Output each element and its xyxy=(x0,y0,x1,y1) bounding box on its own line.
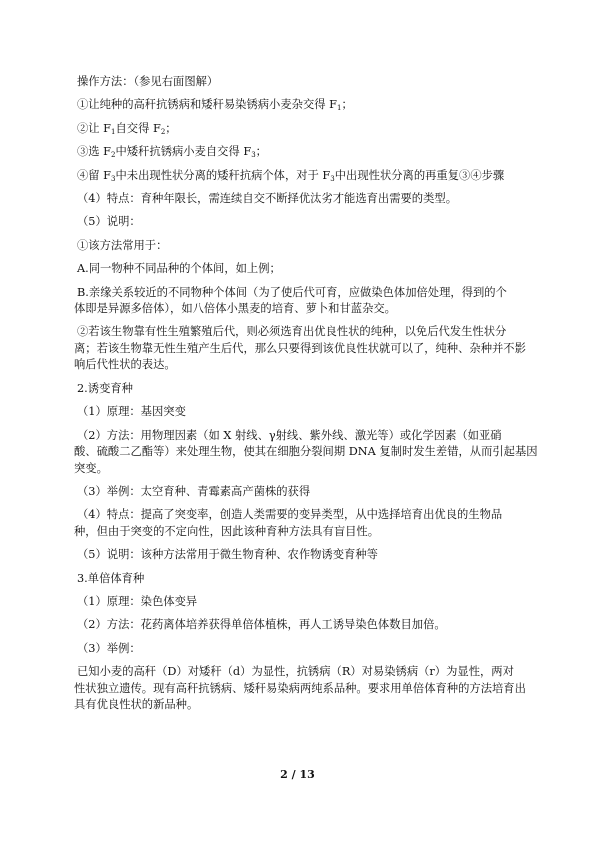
document-body xyxy=(74,75,538,722)
mutation-example: （3）举例：太空育种、青霉素高产菌株的获得 xyxy=(77,484,311,498)
mutation-method: （2）方法：用物理因素（如 X 射线、γ射线、紫外线、激光等）或化学因素（如亚硝 xyxy=(77,428,502,442)
reproduction-paragraph-cont-2: 响后代性状的表达。 xyxy=(74,358,176,372)
step-4-line: ④留 $F_3$中未出现性状分离的矮秆抗病个体，对于 $F_3$中出现性状分离的再重复③④步骤 xyxy=(77,168,505,183)
operation-method-heading: 操作方法：（参见右面图解） xyxy=(77,75,219,88)
haploid-method: （2）方法：花药离体培养获得单倍体植株，再人工诱导染色体数目加倍。 xyxy=(77,618,446,632)
feature-paragraph: （4）特点：育种年限长，需连续自交不断择优汰劣才能选育出需要的类型。 xyxy=(77,191,457,205)
usage-heading: ①该方法常用于： xyxy=(77,238,168,252)
mutation-feature: （4）特点：提高了突变率，创造人类需要的变异类型，从中选择培育出优良的生物品 xyxy=(77,508,503,522)
mutation-method-cont-2: 突变。 xyxy=(74,461,108,475)
reproduction-paragraph: ②若该生物靠有性生殖繁殖后代，则必须选育出优良性状的纯种，以免后代发生性状分 xyxy=(77,325,507,339)
mutation-note: （5）说明：该种方法常用于微生物育种、农作物诱变育种等 xyxy=(77,548,378,562)
page-number: 2 / 13 xyxy=(280,768,315,781)
haploid-principle: （1）原理：染色体变异 xyxy=(77,595,198,609)
section-heading-mutation-breeding: 2.诱变育种 xyxy=(77,381,133,395)
haploid-example-text-cont-2: 具有优良性状的新品种。 xyxy=(74,698,199,712)
note-heading: （5）说明： xyxy=(77,215,141,229)
reproduction-paragraph-cont-1: 离；若该生物靠无性生殖产生后代，那么只要得到该优良性状就可以了，纯种、杂种并不影 xyxy=(74,341,526,355)
haploid-example-text: 已知小麦的高秆（D）对矮秆（d）为显性，抗锈病（R）对易染锈病（r）为显性，两对 xyxy=(77,665,514,679)
step-3-line: ③选 $F_2$中矮秆抗锈病小麦自交得 $F_3$； xyxy=(77,145,267,160)
step-1-line: ①让纯种的高秆抗锈病和矮秆易染锈病小麦杂交得 $F_1$； xyxy=(77,98,353,113)
haploid-example-heading: （3）举例： xyxy=(77,641,141,655)
usage-item-b: B.亲缘关系较近的不同物种个体间（为了使后代可育，应做染色体加倍处理，得到的个 xyxy=(77,285,507,299)
mutation-principle: （1）原理：基因突变 xyxy=(77,405,186,419)
usage-item-a: A.同一物种不同品种的个体间，如上例； xyxy=(77,262,281,276)
section-heading-haploid-breeding: 3.单倍体育种 xyxy=(77,571,145,585)
haploid-example-text-cont-1: 性状独立遗传。现有高秆抗锈病、矮秆易染病两纯系品种。要求用单倍体育种的方法培育出 xyxy=(74,681,526,695)
mutation-method-cont-1: 酸、硫酸二乙酯等）来处理生物，使其在细胞分裂间期 DNA 复制时发生差错，从而引起基因 xyxy=(74,445,538,459)
mutation-feature-cont: 种，但由于突变的不定向性，因此该种育种方法具有盲目性。 xyxy=(74,524,380,538)
usage-item-b-cont: 体即是异源多倍体），如八倍体小黑麦的培育、萝卜和甘蓝杂交。 xyxy=(74,302,396,316)
step-2-line: ②让 $F_1$自交得 $F_2$； xyxy=(77,121,177,136)
